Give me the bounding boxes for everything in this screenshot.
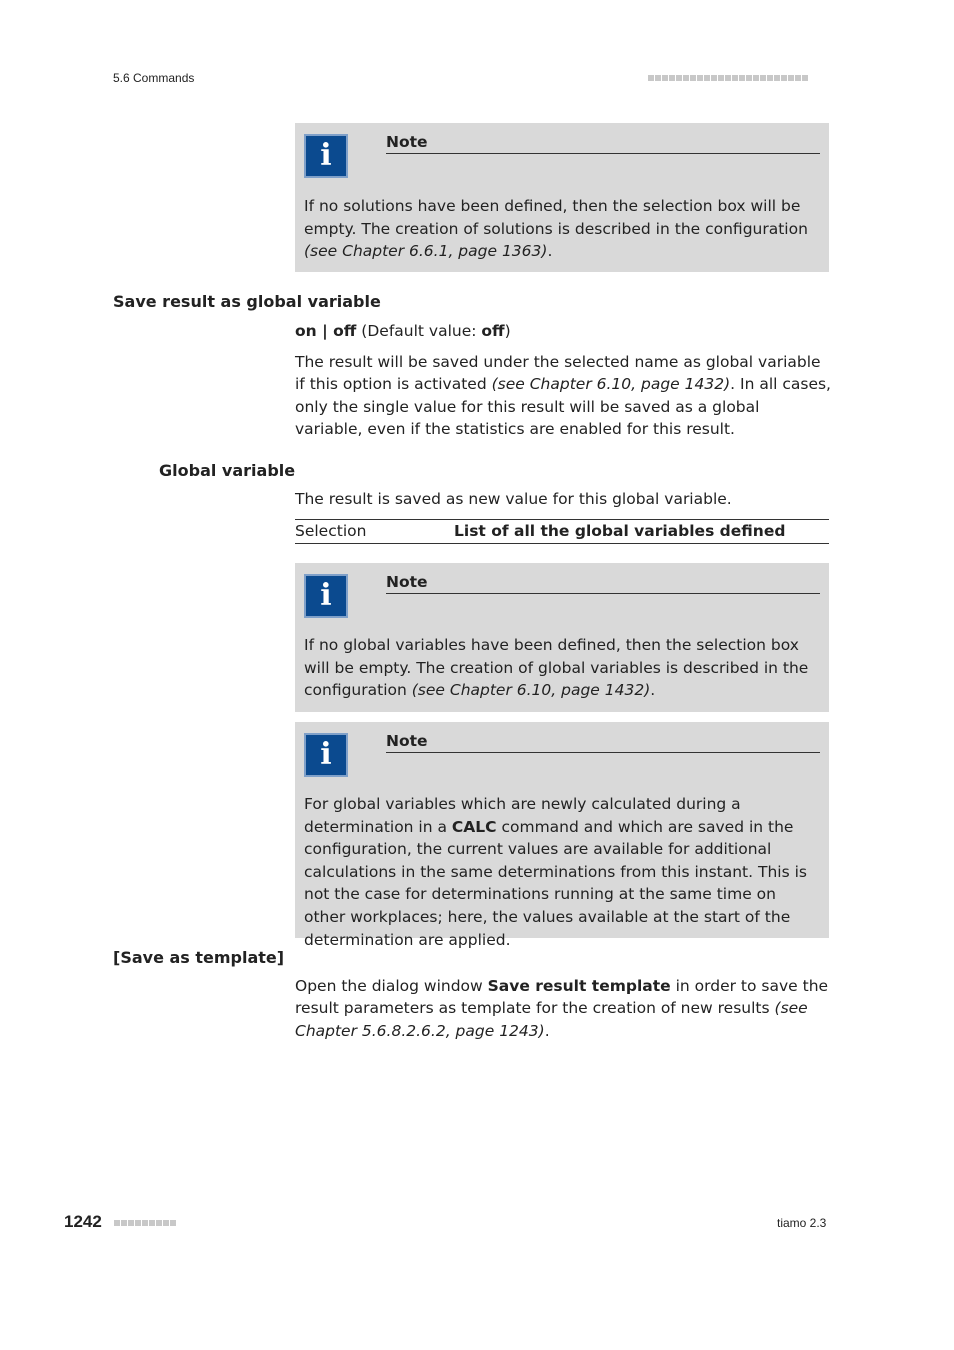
note-text: For global variables which are newly calculated during a determination in a CALC command and which are saved in the configuration, the current values are available for additional calculations in the same determinations from this instant. This is not the case for determinations running at the same time on other workplaces; here, the values available at the start of the determination are applied. xyxy=(304,795,807,949)
chapter-reference[interactable]: (see Chapter 5.6.8.2.6.2, page 1243) xyxy=(295,999,808,1040)
selection-row xyxy=(295,519,829,544)
info-icon: i xyxy=(304,733,348,777)
note-box-calc xyxy=(295,722,829,949)
note-text: If no solutions have been defined, then the selection box will be empty. The creation of solutions is described in the configuration (see Chapter 6.6.1, page 1363). xyxy=(304,197,808,261)
note-title: Note xyxy=(386,133,820,154)
note-text: If no global variables have been defined, then the selection box will be empty. The creation of global variables is described in the configuration (see Chapter 6.10, page 1432). xyxy=(304,636,809,700)
page-number: 1242 xyxy=(64,1212,102,1231)
note-box-global-variables xyxy=(295,563,829,712)
chapter-reference[interactable]: (see Chapter 6.6.1, page 1363) xyxy=(304,242,548,261)
product-name: tiamo 2.3 xyxy=(777,1216,827,1230)
chapter-reference[interactable]: (see Chapter 6.10, page 1432) xyxy=(411,681,651,700)
info-icon: i xyxy=(304,134,348,178)
parameter-description: The result is saved as new value for this global variable. xyxy=(295,490,732,508)
parameter-heading: Global variable xyxy=(159,461,296,480)
parameter-values: on | off (Default value: off) xyxy=(295,322,511,340)
running-header: 5.6 Commands xyxy=(113,71,195,85)
parameter-heading: Save result as global variable xyxy=(113,292,381,311)
selection-value: List of all the global variables defined xyxy=(454,522,786,540)
selection-label: Selection xyxy=(295,522,367,540)
info-icon: i xyxy=(304,574,348,618)
note-box-solutions xyxy=(295,123,829,272)
button-description: Open the dialog window Save result template in order to save the result parameters as template for the creation of new results (see Chapter 5.6.8.2.6.2, page 1243). xyxy=(295,977,829,1040)
header-decoration xyxy=(648,75,808,81)
note-title: Note xyxy=(386,732,820,753)
chapter-reference[interactable]: (see Chapter 6.10, page 1432) xyxy=(491,375,731,394)
parameter-description: The result will be saved under the selected name as global variable if this option is activated (see Chapter 6.10, page 1432). In all cases, only the single value for this result will be saved as a global variable, even if the statistics are enabled for this result. xyxy=(295,353,831,438)
note-title: Note xyxy=(386,573,820,594)
footer-decoration xyxy=(114,1220,176,1226)
button-heading: [Save as template] xyxy=(113,948,285,967)
